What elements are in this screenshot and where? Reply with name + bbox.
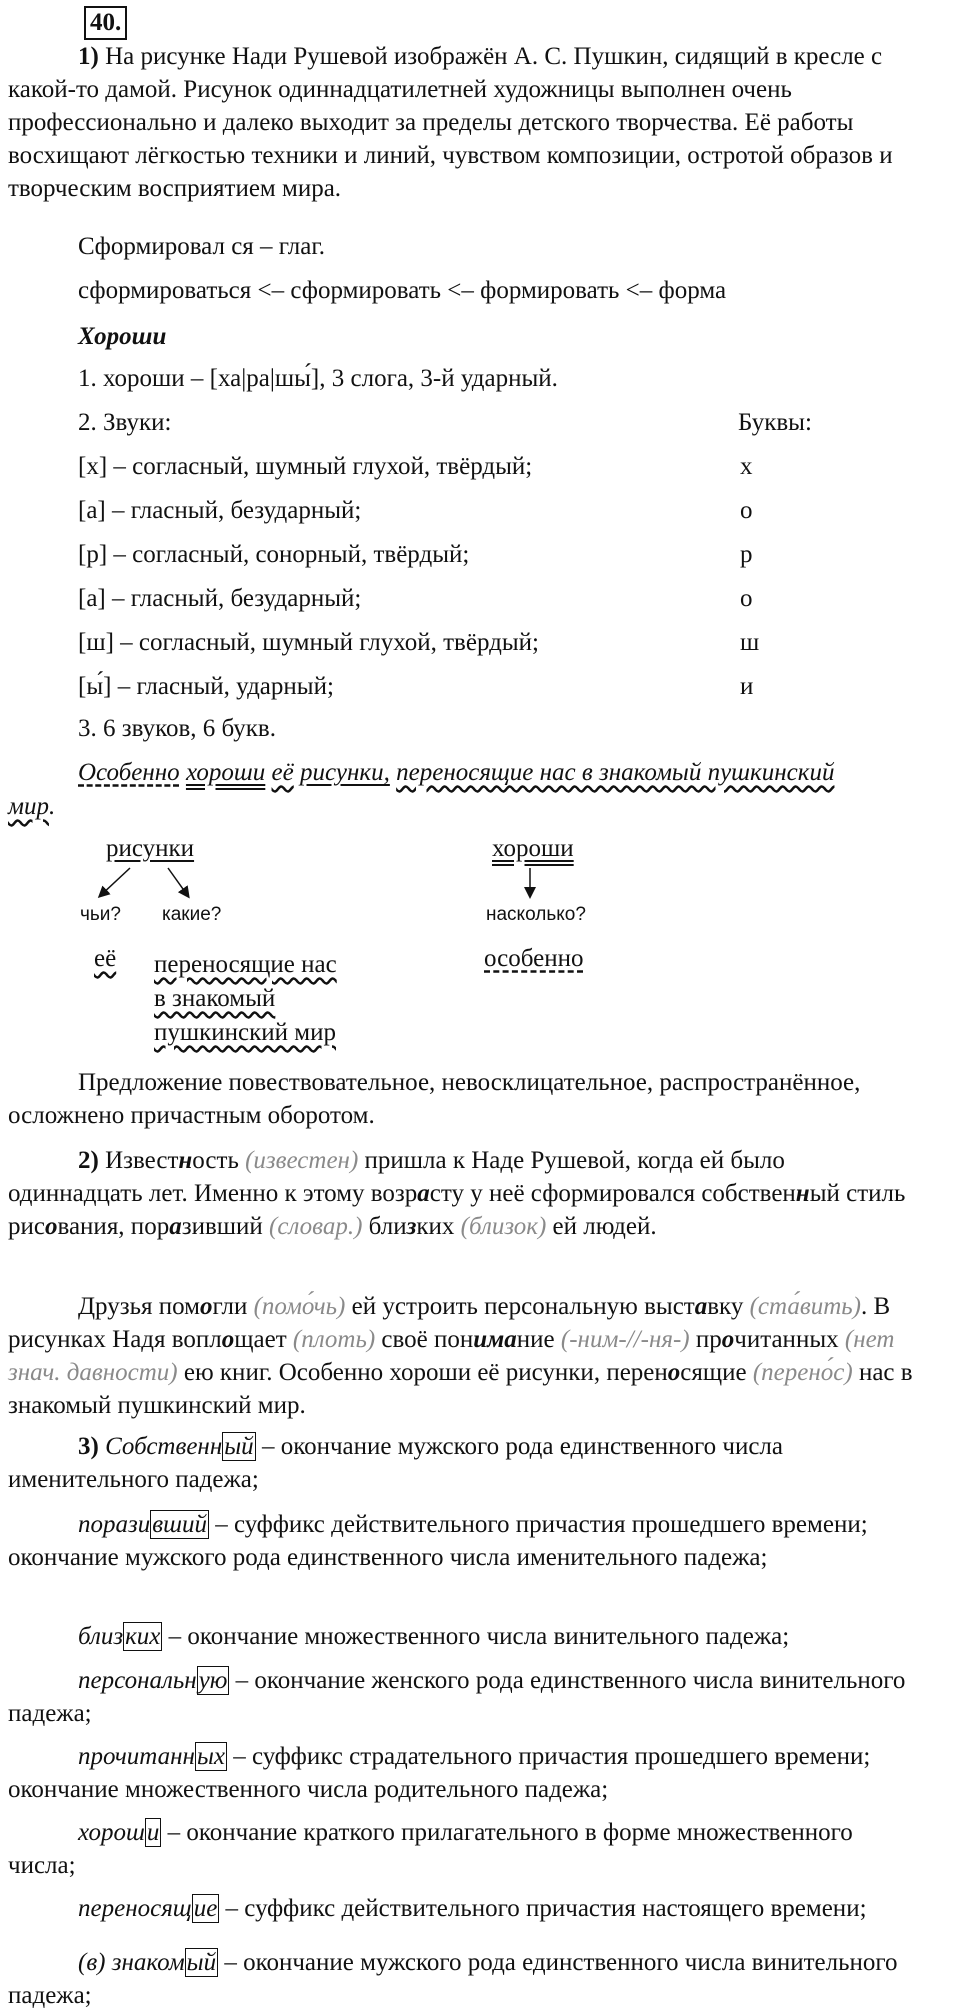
- scheme-left-answer-1: её: [94, 945, 117, 972]
- text-fragment: нас в знакомый пушкинский мир.: [8, 1359, 913, 1419]
- text-fragment: ких: [416, 1213, 461, 1240]
- arrow-line: [168, 868, 188, 896]
- text-fragment: хорош: [78, 1819, 145, 1846]
- text-fragment: – окончание женского рода единственного числа винительного падежа;: [8, 1667, 906, 1727]
- scheme-left-question-1: чьи?: [80, 904, 121, 925]
- text-fragment: ей устроить персональную выст: [345, 1293, 695, 1320]
- exercise-number: 40.: [84, 6, 127, 40]
- text-fragment: о: [721, 1326, 735, 1353]
- adverbial-word: Особенно: [78, 759, 180, 786]
- text-fragment: н: [795, 1180, 810, 1207]
- task2-paragraph-2: [8, 1290, 923, 1422]
- ending-box: и: [146, 1819, 160, 1846]
- scheme-left-head: рисунки: [106, 835, 195, 862]
- task3-item: [8, 1664, 923, 1730]
- sound-row: [ы́] – гласный, ударный;: [78, 673, 334, 700]
- attribute-word: её: [271, 759, 294, 786]
- text-fragment: прочитанн: [78, 1743, 195, 1770]
- text-fragment: ый стиль рис: [8, 1180, 906, 1240]
- text-fragment: о: [199, 1293, 213, 1320]
- text-fragment: има: [473, 1326, 517, 1353]
- morph-line-2: сформироваться <– сформировать <– формировать <– форма: [78, 277, 727, 304]
- text-fragment: ею книг. Особенно хороши её рисунки, перен: [177, 1359, 668, 1386]
- scheme-left-answer-2-line-3: пушкинский мир: [154, 1019, 336, 1046]
- sound-row: [х] – согласный, шумный глухой, твёрдый;: [78, 453, 533, 480]
- text-fragment: (близок): [460, 1213, 547, 1240]
- text-fragment: порази: [78, 1511, 151, 1538]
- text-fragment: персональн: [78, 1667, 197, 1694]
- text-fragment: зивший: [181, 1213, 270, 1240]
- scheme-right-answer: особенно: [484, 945, 584, 972]
- text-fragment: о: [44, 1213, 58, 1240]
- scheme-left-answer-2-line-1: переносящие нас: [154, 951, 337, 978]
- task3-item: [8, 1508, 923, 1574]
- morph-line-1: Сформировал ся – глаг.: [78, 233, 326, 260]
- text-fragment: сту у неё сформировался собствен: [429, 1180, 796, 1207]
- task2-label: 2): [78, 1147, 99, 1174]
- text-fragment: н: [178, 1147, 193, 1174]
- text-fragment: а: [694, 1293, 708, 1320]
- ending-box: ый: [224, 1433, 254, 1460]
- text-fragment: ние: [516, 1326, 561, 1353]
- text-fragment: пр: [689, 1326, 722, 1353]
- scheme-left-question-2: какие?: [162, 904, 222, 925]
- sound-row: [р] – согласный, сонорный, твёрдый;: [78, 541, 470, 568]
- text-fragment: (ста́вить): [749, 1293, 861, 1320]
- letter-cell: о: [740, 497, 753, 524]
- letters-header: Буквы:: [738, 409, 812, 436]
- ending-box: вший: [152, 1511, 207, 1538]
- ending-box: ых: [196, 1743, 225, 1770]
- text-fragment: – суффикс действительного причастия настоящего времени;: [219, 1895, 867, 1922]
- text-fragment: близ: [78, 1623, 124, 1650]
- text-fragment: з: [406, 1213, 417, 1240]
- text-fragment: Собственн: [105, 1433, 223, 1460]
- task3-item: [8, 1892, 923, 1925]
- text-fragment: – окончание мужского рода единственного числа винительного падежа;: [8, 1949, 898, 2009]
- text-fragment: (в) знаком: [78, 1949, 185, 1976]
- text-fragment: о: [221, 1326, 235, 1353]
- text-fragment: Друзья пом: [78, 1293, 200, 1320]
- task3-item: [8, 1430, 923, 1496]
- text-fragment: вания, пор: [57, 1213, 170, 1240]
- text-fragment: (известен): [245, 1147, 359, 1174]
- text-fragment: своё пон: [375, 1326, 474, 1353]
- letter-cell: х: [740, 453, 753, 480]
- sound-row: [а] – гласный, безударный;: [78, 585, 362, 612]
- task1-text: На рисунке Нади Рушевой изображён А. С. Пушкин, сидящий в кресле с какой-то дамой. Рисунок одиннадцатилетней художницы выполнен очень профессионально и далеко выходит за пределы детского творчества. Её работы восхищают лёгкостью техники и линий, чувством композиции, остротой образов и творческим восприятием мира.: [8, 43, 893, 202]
- text-fragment: пришла к Наде Рушевой, когда ей было одиннадцать лет. Именно к этому возр: [8, 1147, 785, 1207]
- task1-label: 1): [78, 43, 99, 70]
- text-fragment: (нет знач. давности): [8, 1326, 895, 1386]
- ending-box: ие: [193, 1895, 218, 1922]
- sound-row: [а] – гласный, безударный;: [78, 497, 362, 524]
- task3-item: [8, 1946, 923, 2012]
- sound-row: [ш] – согласный, шумный глухой, твёрдый;: [78, 629, 539, 656]
- sounds-header: 2. Звуки:: [78, 409, 172, 436]
- participial-phrase: переносящие нас в знакомый пушкинский: [396, 759, 835, 786]
- task3-item: [8, 1620, 923, 1653]
- arrow-line: [100, 868, 130, 896]
- ending-box: ую: [198, 1667, 228, 1694]
- text-fragment: а: [169, 1213, 182, 1240]
- task3-item: [8, 1740, 923, 1806]
- text-fragment: (помо́чь): [253, 1293, 346, 1320]
- text-fragment: а: [417, 1180, 430, 1207]
- participial-phrase-end: мир: [8, 793, 49, 820]
- phonetic-item-3: 3. 6 звуков, 6 букв.: [78, 715, 276, 742]
- text-fragment: щает: [234, 1326, 293, 1353]
- scheme-left-answer-2-line-2: в знакомый: [154, 985, 276, 1012]
- text-fragment: вку: [707, 1293, 750, 1320]
- text-fragment: – окончание мужского рода единственного числа именительного падежа;: [8, 1433, 784, 1493]
- text-fragment: читанных: [734, 1326, 845, 1353]
- sentence-conclusion: Предложение повествовательное, невосклицательное, распространённое, осложнено причастным оборотом.: [8, 1069, 861, 1129]
- task2-paragraph-1: [8, 1144, 923, 1243]
- predicate-word: хороши: [185, 759, 266, 786]
- text-fragment: .: [48, 793, 56, 820]
- word-title: Хороши: [78, 323, 167, 350]
- text-fragment: (словар.): [269, 1213, 363, 1240]
- text-fragment: сящие: [680, 1359, 753, 1386]
- phonetic-item-1: 1. хороши – [ха|ра|шы́], 3 слога, 3-й ударный.: [78, 365, 558, 392]
- text-fragment: ость: [192, 1147, 246, 1174]
- text-fragment: – окончание краткого прилагательного в форме множественного числа;: [8, 1819, 853, 1879]
- text-fragment: о: [667, 1359, 681, 1386]
- text-fragment: (-ним-//-ня-): [560, 1326, 690, 1353]
- text-fragment: (перено́с): [752, 1359, 853, 1386]
- text-fragment: переносящ: [78, 1895, 192, 1922]
- text-fragment: ей людей.: [546, 1213, 657, 1240]
- letter-cell: р: [740, 541, 753, 568]
- text-fragment: – суффикс действительного причастия прошедшего времени; окончание мужского рода единственного числа именительного падежа;: [8, 1511, 868, 1571]
- text-fragment: – суффикс страдательного причастия прошедшего времени; окончание множественного числа родительного падежа;: [8, 1743, 871, 1803]
- ending-box: ый: [186, 1949, 217, 1976]
- ending-box: ких: [125, 1623, 161, 1650]
- scheme-right-head: хороши: [492, 835, 574, 862]
- text-fragment: (плоть): [292, 1326, 376, 1353]
- subject-word: рисунки,: [300, 759, 390, 786]
- task3-label: 3): [78, 1433, 99, 1460]
- text-fragment: Извест: [105, 1147, 179, 1174]
- text-fragment: бли: [362, 1213, 407, 1240]
- text-fragment: – окончание множественного числа винительного падежа;: [162, 1623, 790, 1650]
- letter-cell: ш: [740, 629, 760, 656]
- task3-item: [8, 1816, 923, 1882]
- text-fragment: гли: [212, 1293, 254, 1320]
- scheme-right-question: насколько?: [486, 904, 586, 925]
- letter-cell: и: [740, 673, 754, 700]
- letter-cell: о: [740, 585, 753, 612]
- text-fragment: . В рисунках Надя вопл: [8, 1293, 891, 1353]
